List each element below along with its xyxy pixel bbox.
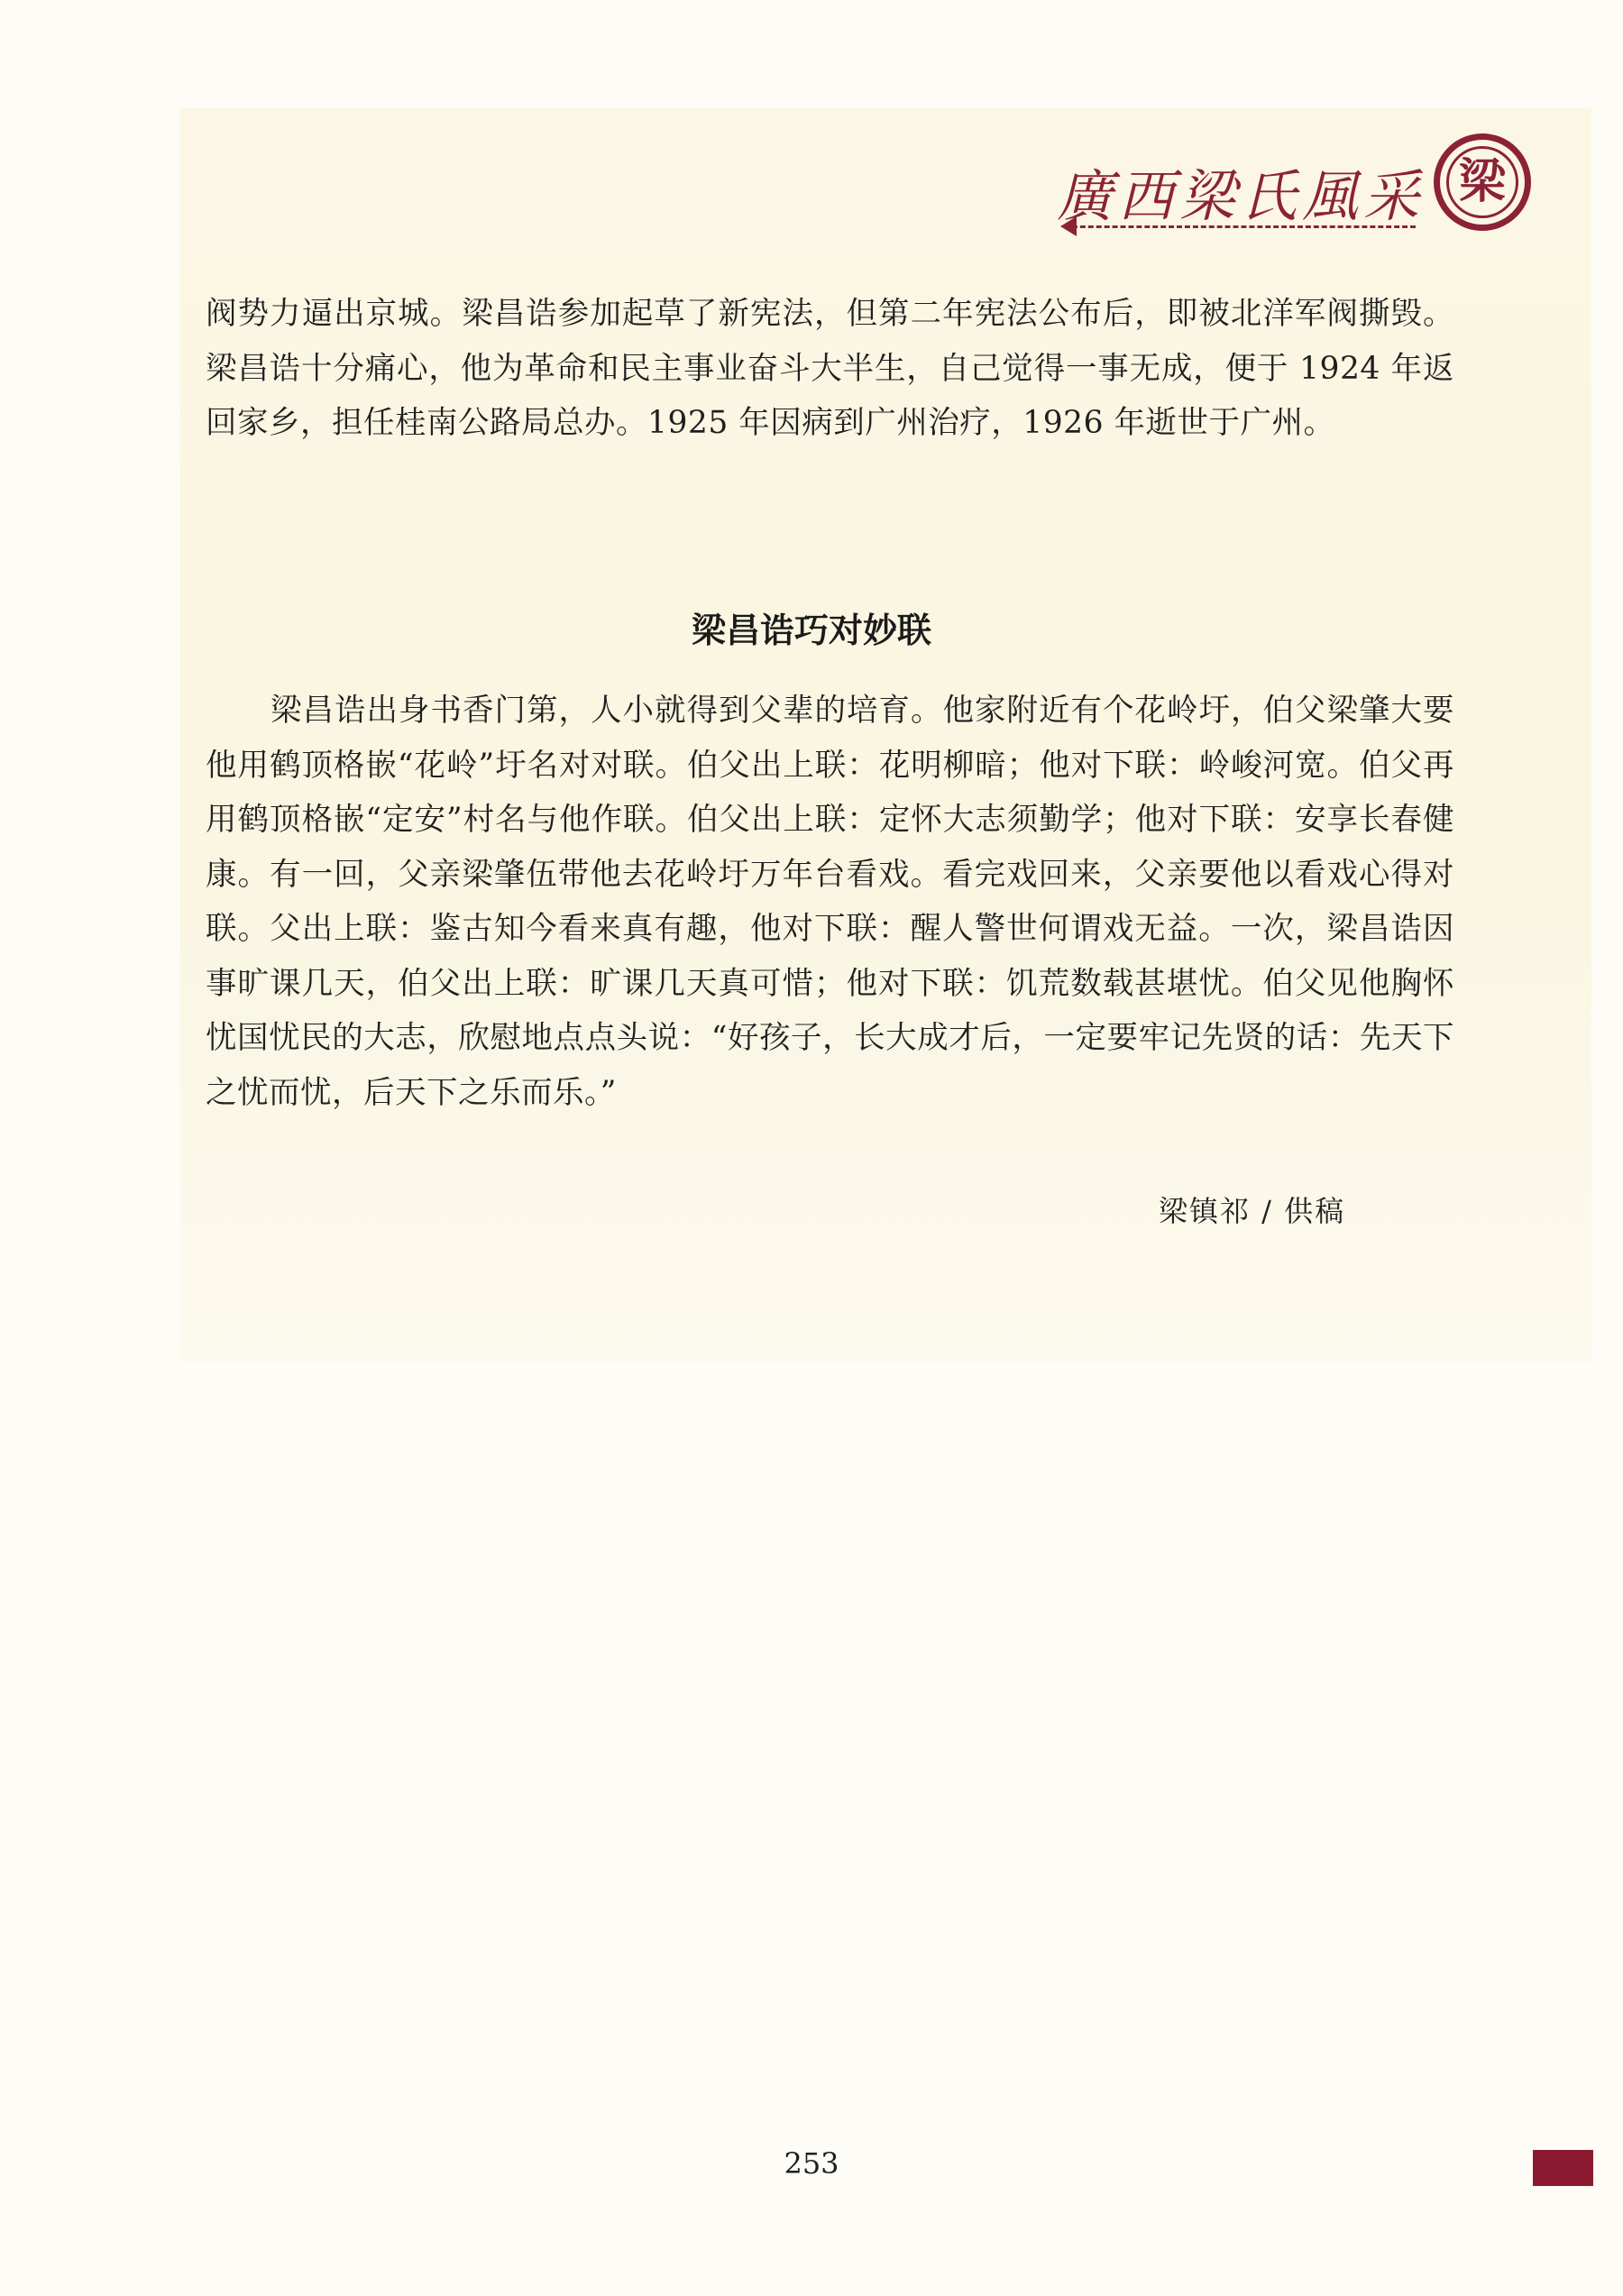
corner-marker — [1533, 2150, 1593, 2186]
paragraph-story: 梁昌诰出身书香门第，人小就得到父辈的培育。他家附近有个花岭圩，伯父梁肇大要他用鹤顶格嵌“花岭”圩名对对联。伯父出上联：花明柳暗；他对下联：岭峻河宽。伯父再用鹤顶格嵌“定安”村名与他作联。伯父出上联：定怀大志须勤学；他对下联：安享长春健康。有一回，父亲梁肇伍带他去花岭圩万年台看戏。看完戏回来，父亲要他以看戏心得对联。父出上联：鉴古知今看来真有趣，他对下联：醒人警世何谓戏无益。一次，梁昌诰因事旷课几天，伯父出上联：旷课几天真可惜；他对下联：饥荒数载甚堪忧。伯父见他胸怀忧国忧民的大志，欣慰地点点头说：“好孩子，长大成才后，一定要牢记先贤的话：先天下之忧而忧，后天下之乐而乐。” — [206, 693, 1454, 1111]
paragraph-continued: 阀势力逼出京城。梁昌诰参加起草了新宪法，但第二年宪法公布后，即被北洋军阀撕毁。梁昌诰十分痛心，他为革命和民主事业奋斗大半生，自己觉得一事无成，便于 1924 年返回家乡，担任桂南公路局总办。1925 年因病到广州治疗，1926 年逝世于广州。 — [206, 296, 1454, 441]
author-credit: 梁镇祁 / 供稿 — [1159, 1194, 1346, 1228]
page-number: 253 — [784, 2146, 839, 2181]
page-header — [1056, 133, 1533, 242]
header-dashed-line — [1064, 225, 1416, 228]
arrow-left-icon — [1060, 216, 1077, 236]
seal-icon — [1434, 133, 1531, 231]
section-title: 梁昌诰巧对妙联 — [691, 611, 931, 650]
seal-character: 梁 — [1446, 146, 1518, 218]
header-title: 廣西梁氏風采 — [1056, 163, 1425, 229]
